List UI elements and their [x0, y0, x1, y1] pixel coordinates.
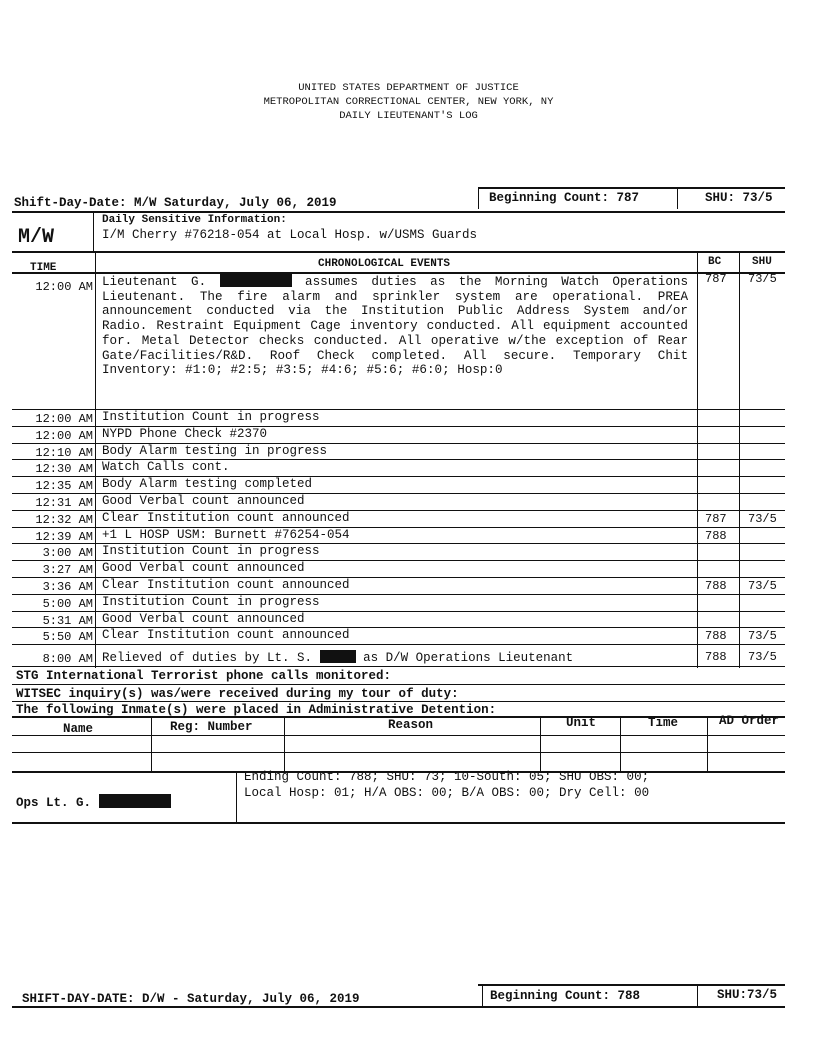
event-time: 3:36 AM	[42, 580, 93, 594]
divider	[707, 717, 708, 772]
event-text: Watch Calls cont.	[102, 460, 230, 474]
sensitive-title: Daily Sensitive Information:	[102, 214, 287, 226]
first-entry-text: Lieutenant G. assumes duties as the Morning Watch Operations Lieutenant. The fire alarm and sprinkler system are operational. PREA announcement conducted via the Institution Public Address System and/or Radio. Restraint Equipment Cage inventory conducted. All equipment accounted for. Metal Detector checks conducted. All operative w/the exception of Rear Gate/Facilities/R&D. Roof Check completed. All secure. Temporary Chit Inventory: #1:0; #2:5; #3:5; #4:6; #5:6; #6:0; Hosp:0	[102, 275, 689, 378]
shift-code: M/W	[18, 226, 55, 249]
divider	[284, 717, 285, 772]
rule	[12, 1006, 785, 1008]
redaction	[220, 274, 292, 287]
event-time: 12:00 AM	[35, 429, 93, 443]
redaction	[320, 650, 356, 663]
institution-title: METROPOLITAN CORRECTIONAL CENTER, NEW YORK, NY	[263, 96, 554, 108]
entry-time: 12:00 AM	[35, 280, 93, 294]
event-text: Body Alarm testing in progress	[102, 444, 328, 458]
ops-lieutenant: Ops Lt. G.	[16, 794, 171, 810]
witsec-note: WITSEC inquiry(s) was/were received during my tour of duty:	[16, 687, 459, 701]
col-bc: BC	[708, 256, 722, 268]
relief-time: 8:00 AM	[42, 652, 93, 666]
event-shu: 73/5	[748, 512, 777, 526]
rule	[12, 752, 785, 753]
divider	[151, 717, 152, 772]
rule	[12, 211, 785, 213]
row-rule	[12, 644, 785, 645]
next-shift-day-date: SHIFT-DAY-DATE: D/W - Saturday, July 06, 2019	[22, 992, 360, 1006]
event-time: 12:39 AM	[35, 530, 93, 544]
divider	[93, 212, 94, 252]
event-text: +1 L HOSP USM: Burnett #76254-054	[102, 528, 350, 542]
next-beginning-count: Beginning Count: 788	[490, 989, 641, 1003]
rule	[478, 984, 785, 986]
det-col-ad-order: AD Order	[719, 714, 780, 728]
divider	[95, 252, 96, 668]
event-bc: 788	[705, 579, 727, 593]
event-time: 5:50 AM	[42, 630, 93, 644]
rule	[12, 666, 785, 667]
event-bc: 788	[705, 529, 727, 543]
rule	[12, 735, 785, 736]
row-rule	[12, 527, 785, 528]
event-time: 3:00 AM	[42, 546, 93, 560]
event-text: Good Verbal count announced	[102, 561, 305, 575]
sensitive-text: I/M Cherry #76218-054 at Local Hosp. w/USMS Guards	[102, 228, 478, 242]
beginning-count: Beginning Count: 787	[489, 191, 640, 205]
event-text: Body Alarm testing completed	[102, 477, 313, 491]
row-rule	[12, 577, 785, 578]
event-time: 12:32 AM	[35, 513, 93, 527]
det-col-reason: Reason	[388, 718, 434, 732]
stg-note: STG International Terrorist phone calls monitored:	[16, 669, 392, 683]
shift-day-date: Shift-Day-Date: M/W Saturday, July 06, 2019	[14, 196, 337, 210]
event-time: 12:00 AM	[35, 412, 93, 426]
ending-count-line1: Ending Count: 788; SHU: 73; 10-South: 05; SHU OBS: 00;	[244, 770, 650, 784]
divider	[478, 187, 479, 209]
divider	[620, 717, 621, 772]
row-rule	[12, 443, 785, 444]
event-text: Institution Count in progress	[102, 544, 320, 558]
event-time: 5:00 AM	[42, 597, 93, 611]
col-shu: SHU	[752, 256, 772, 268]
det-col-name: Name	[63, 722, 94, 736]
relief-bc: 788	[705, 650, 727, 664]
event-time: 3:27 AM	[42, 563, 93, 577]
redaction	[99, 794, 171, 808]
event-text: Good Verbal count announced	[102, 612, 305, 626]
event-time: 12:31 AM	[35, 496, 93, 510]
row-rule	[12, 459, 785, 460]
row-rule	[12, 510, 785, 511]
entry-shu: 73/5	[748, 272, 777, 286]
row-rule	[12, 493, 785, 494]
event-text: Clear Institution count announced	[102, 511, 350, 525]
event-text: Institution Count in progress	[102, 595, 320, 609]
divider	[697, 984, 698, 1006]
event-text: NYPD Phone Check #2370	[102, 427, 268, 441]
row-rule	[12, 560, 785, 561]
entry-bc: 787	[705, 272, 727, 286]
row-rule	[12, 627, 785, 628]
detention-note: The following Inmate(s) were placed in Administrative Detention:	[16, 703, 497, 717]
event-shu: 73/5	[748, 629, 777, 643]
event-text: Institution Count in progress	[102, 410, 320, 424]
col-time: TIME	[30, 262, 57, 274]
log-title: DAILY LIEUTENANT'S LOG	[339, 110, 478, 122]
event-time: 12:30 AM	[35, 462, 93, 476]
divider	[739, 252, 740, 668]
col-events: CHRONOLOGICAL EVENTS	[318, 258, 451, 270]
divider	[482, 984, 483, 1006]
row-rule	[12, 426, 785, 427]
event-text: Clear Institution count announced	[102, 578, 350, 592]
row-rule	[12, 543, 785, 544]
rule	[12, 251, 785, 253]
event-shu: 73/5	[748, 579, 777, 593]
event-text: Clear Institution count announced	[102, 628, 350, 642]
event-time: 5:31 AM	[42, 614, 93, 628]
next-shu-count: SHU:73/5	[717, 988, 778, 1002]
event-time: 12:35 AM	[35, 479, 93, 493]
rule	[12, 822, 785, 824]
relief-text: Relieved of duties by Lt. S. as D/W Operations Lieutenant	[102, 651, 574, 665]
row-rule	[12, 594, 785, 595]
rule	[12, 701, 785, 702]
shu-count: SHU: 73/5	[705, 191, 773, 205]
divider	[677, 187, 678, 209]
divider	[540, 717, 541, 772]
det-col-time: Time	[648, 716, 679, 730]
event-text: Good Verbal count announced	[102, 494, 305, 508]
rule	[478, 187, 785, 189]
divider	[697, 252, 698, 668]
rule	[12, 684, 785, 685]
event-bc: 788	[705, 629, 727, 643]
ending-count-line2: Local Hosp: 01; H/A OBS: 00; B/A OBS: 00; Dry Cell: 00	[244, 786, 650, 800]
divider	[236, 772, 237, 822]
event-bc: 787	[705, 512, 727, 526]
row-rule	[12, 611, 785, 612]
row-rule	[12, 476, 785, 477]
row-rule	[12, 409, 785, 410]
relief-shu: 73/5	[748, 650, 777, 664]
event-time: 12:10 AM	[35, 446, 93, 460]
det-col-reg: Reg: Number	[170, 720, 253, 734]
department-title: UNITED STATES DEPARTMENT OF JUSTICE	[298, 82, 519, 94]
det-col-unit: Unit	[566, 716, 597, 730]
